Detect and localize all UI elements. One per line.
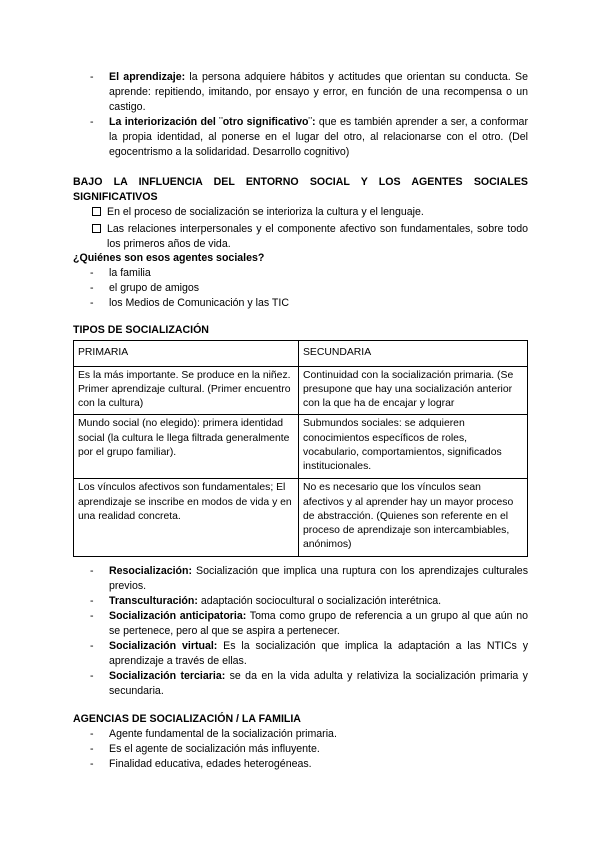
dash-bullet: - [90, 640, 94, 653]
definition-text: Socialización que implica una ruptura con los aprendizajes culturales previos. [109, 565, 528, 593]
table-header-row [74, 341, 528, 367]
term: La interiorización del ¨otro significativo¨: [109, 116, 316, 129]
table-row [74, 415, 528, 479]
list-item [90, 281, 528, 296]
table-row [74, 367, 528, 415]
intro-list [90, 70, 528, 160]
list-item [90, 296, 528, 311]
agents-list [90, 266, 528, 311]
dash-bullet: - [90, 565, 94, 577]
list-item [90, 757, 528, 772]
definition-text: adaptación sociocultural o socialización interétnica. [197, 595, 442, 608]
dash-bullet: - [90, 595, 94, 608]
table-cell: Los vínculos afectivos son fundamentales; El aprendizaje se inscribe en modos de vida y en una realidad concreta. [74, 479, 299, 557]
list-item [90, 222, 528, 252]
dash-bullet: - [90, 282, 94, 295]
checkbox-icon [92, 207, 101, 216]
dash-bullet: - [90, 743, 94, 756]
list-item [90, 669, 528, 699]
term: Transculturación: [109, 595, 198, 608]
term: Socialización terciaria: [109, 670, 226, 683]
term: Socialización virtual: [109, 640, 218, 653]
section-heading: AGENCIAS DE SOCIALIZACIÓN / LA FAMILIA [73, 713, 301, 725]
table-header-cell: PRIMARIA [74, 341, 299, 367]
list-item-text: Las relaciones interpersonales y el componente afectivo son fundamentales, sobre todo los primeros años de vida. [107, 223, 528, 251]
term: El aprendizaje: [109, 71, 186, 83]
dash-bullet: - [90, 297, 94, 310]
list-item-text: Finalidad educativa, edades heterogéneas. [109, 758, 312, 771]
list-item [90, 594, 528, 609]
list-item-text: los Medios de Comunicación y las TIC [109, 297, 289, 310]
dash-bullet: - [90, 116, 94, 129]
list-item-text: En el proceso de socialización se interioriza la cultura y el lenguaje. [107, 206, 424, 218]
dash-bullet: - [90, 267, 94, 279]
list-item-text: la familia [109, 267, 151, 279]
table-header-cell: SECUNDARIA [299, 341, 528, 367]
definition-text: que es también aprender a ser, a conformar la propia identidad, al ponerse en el lugar del otro, al relacionarse con el otro. (Del egocentrismo a la solidaridad. Desarrollo cognitivo) [109, 116, 528, 159]
dash-bullet: - [90, 71, 94, 83]
definition-text: Toma como grupo de referencia a un grupo al que aún no se pertenece, pero al que se aspira a pertenecer. [109, 610, 528, 638]
table-cell: Continuidad con la socialización primaria. (Se presupone que hay una socialización anterior con la que ha de encajar y lograr [299, 367, 528, 415]
list-item [90, 609, 528, 639]
checkbox-icon [92, 224, 101, 233]
section-heading: TIPOS DE SOCIALIZACIÓN [73, 324, 209, 336]
section-heading: BAJO LA INFLUENCIA DEL ENTORNO SOCIAL Y LOS AGENTES SOCIALES SIGNIFICATIVOS [73, 176, 528, 204]
checkbox-list [90, 205, 528, 252]
definition-text: la persona adquiere hábitos y actitudes que orientan su conducta. Se aprende: repitiendo, imitando, por ensayo y error, en función de una recompensa o un castigo. [109, 71, 528, 114]
family-list [90, 727, 528, 772]
dash-bullet: - [90, 728, 94, 740]
table-cell: Es la más importante. Se produce en la niñez. Primer aprendizaje cultural. (Primer encuentro con la cultura) [74, 367, 299, 415]
question-heading: ¿Quiénes son esos agentes sociales? [73, 252, 265, 264]
dash-bullet: - [90, 758, 94, 771]
definition-text: Es la socialización que implica la adaptación a las NTICs y aprendizaje a través de ellas. [109, 640, 528, 668]
table-row [74, 479, 528, 557]
table-cell: Submundos sociales: se adquieren conocimientos específicos de roles, vocabulario, comportamientos, significados institucionales. [299, 415, 528, 479]
term: Resocialización: [109, 565, 193, 577]
list-item [90, 266, 528, 281]
definitions-list [90, 564, 528, 699]
list-item-text: el grupo de amigos [109, 282, 200, 295]
table-cell: No es necesario que los vínculos sean afectivos y al aprender hay un mayor proceso de abstracción. (Quienes son referente en el proceso de aprendizaje son intercambiables, anónimos) [299, 479, 528, 557]
list-item [90, 727, 528, 742]
term: Socialización anticipatoria: [109, 610, 247, 623]
dash-bullet: - [90, 670, 94, 683]
list-item [90, 742, 528, 757]
definition-text: se da en la vida adulta y relativiza la socialización primaria y secundaria. [109, 670, 528, 698]
list-item [90, 205, 528, 220]
list-item [90, 564, 528, 594]
table-cell: Mundo social (no elegido): primera identidad social (la cultura le llega filtrada generalmente por el grupo familiar). [74, 415, 299, 479]
dash-bullet: - [90, 610, 94, 623]
list-item [90, 70, 528, 115]
list-item [90, 115, 528, 160]
list-item-text: Es el agente de socialización más influyente. [109, 743, 320, 756]
socialization-table [73, 340, 528, 557]
list-item-text: Agente fundamental de la socialización primaria. [109, 728, 337, 740]
list-item [90, 639, 528, 669]
